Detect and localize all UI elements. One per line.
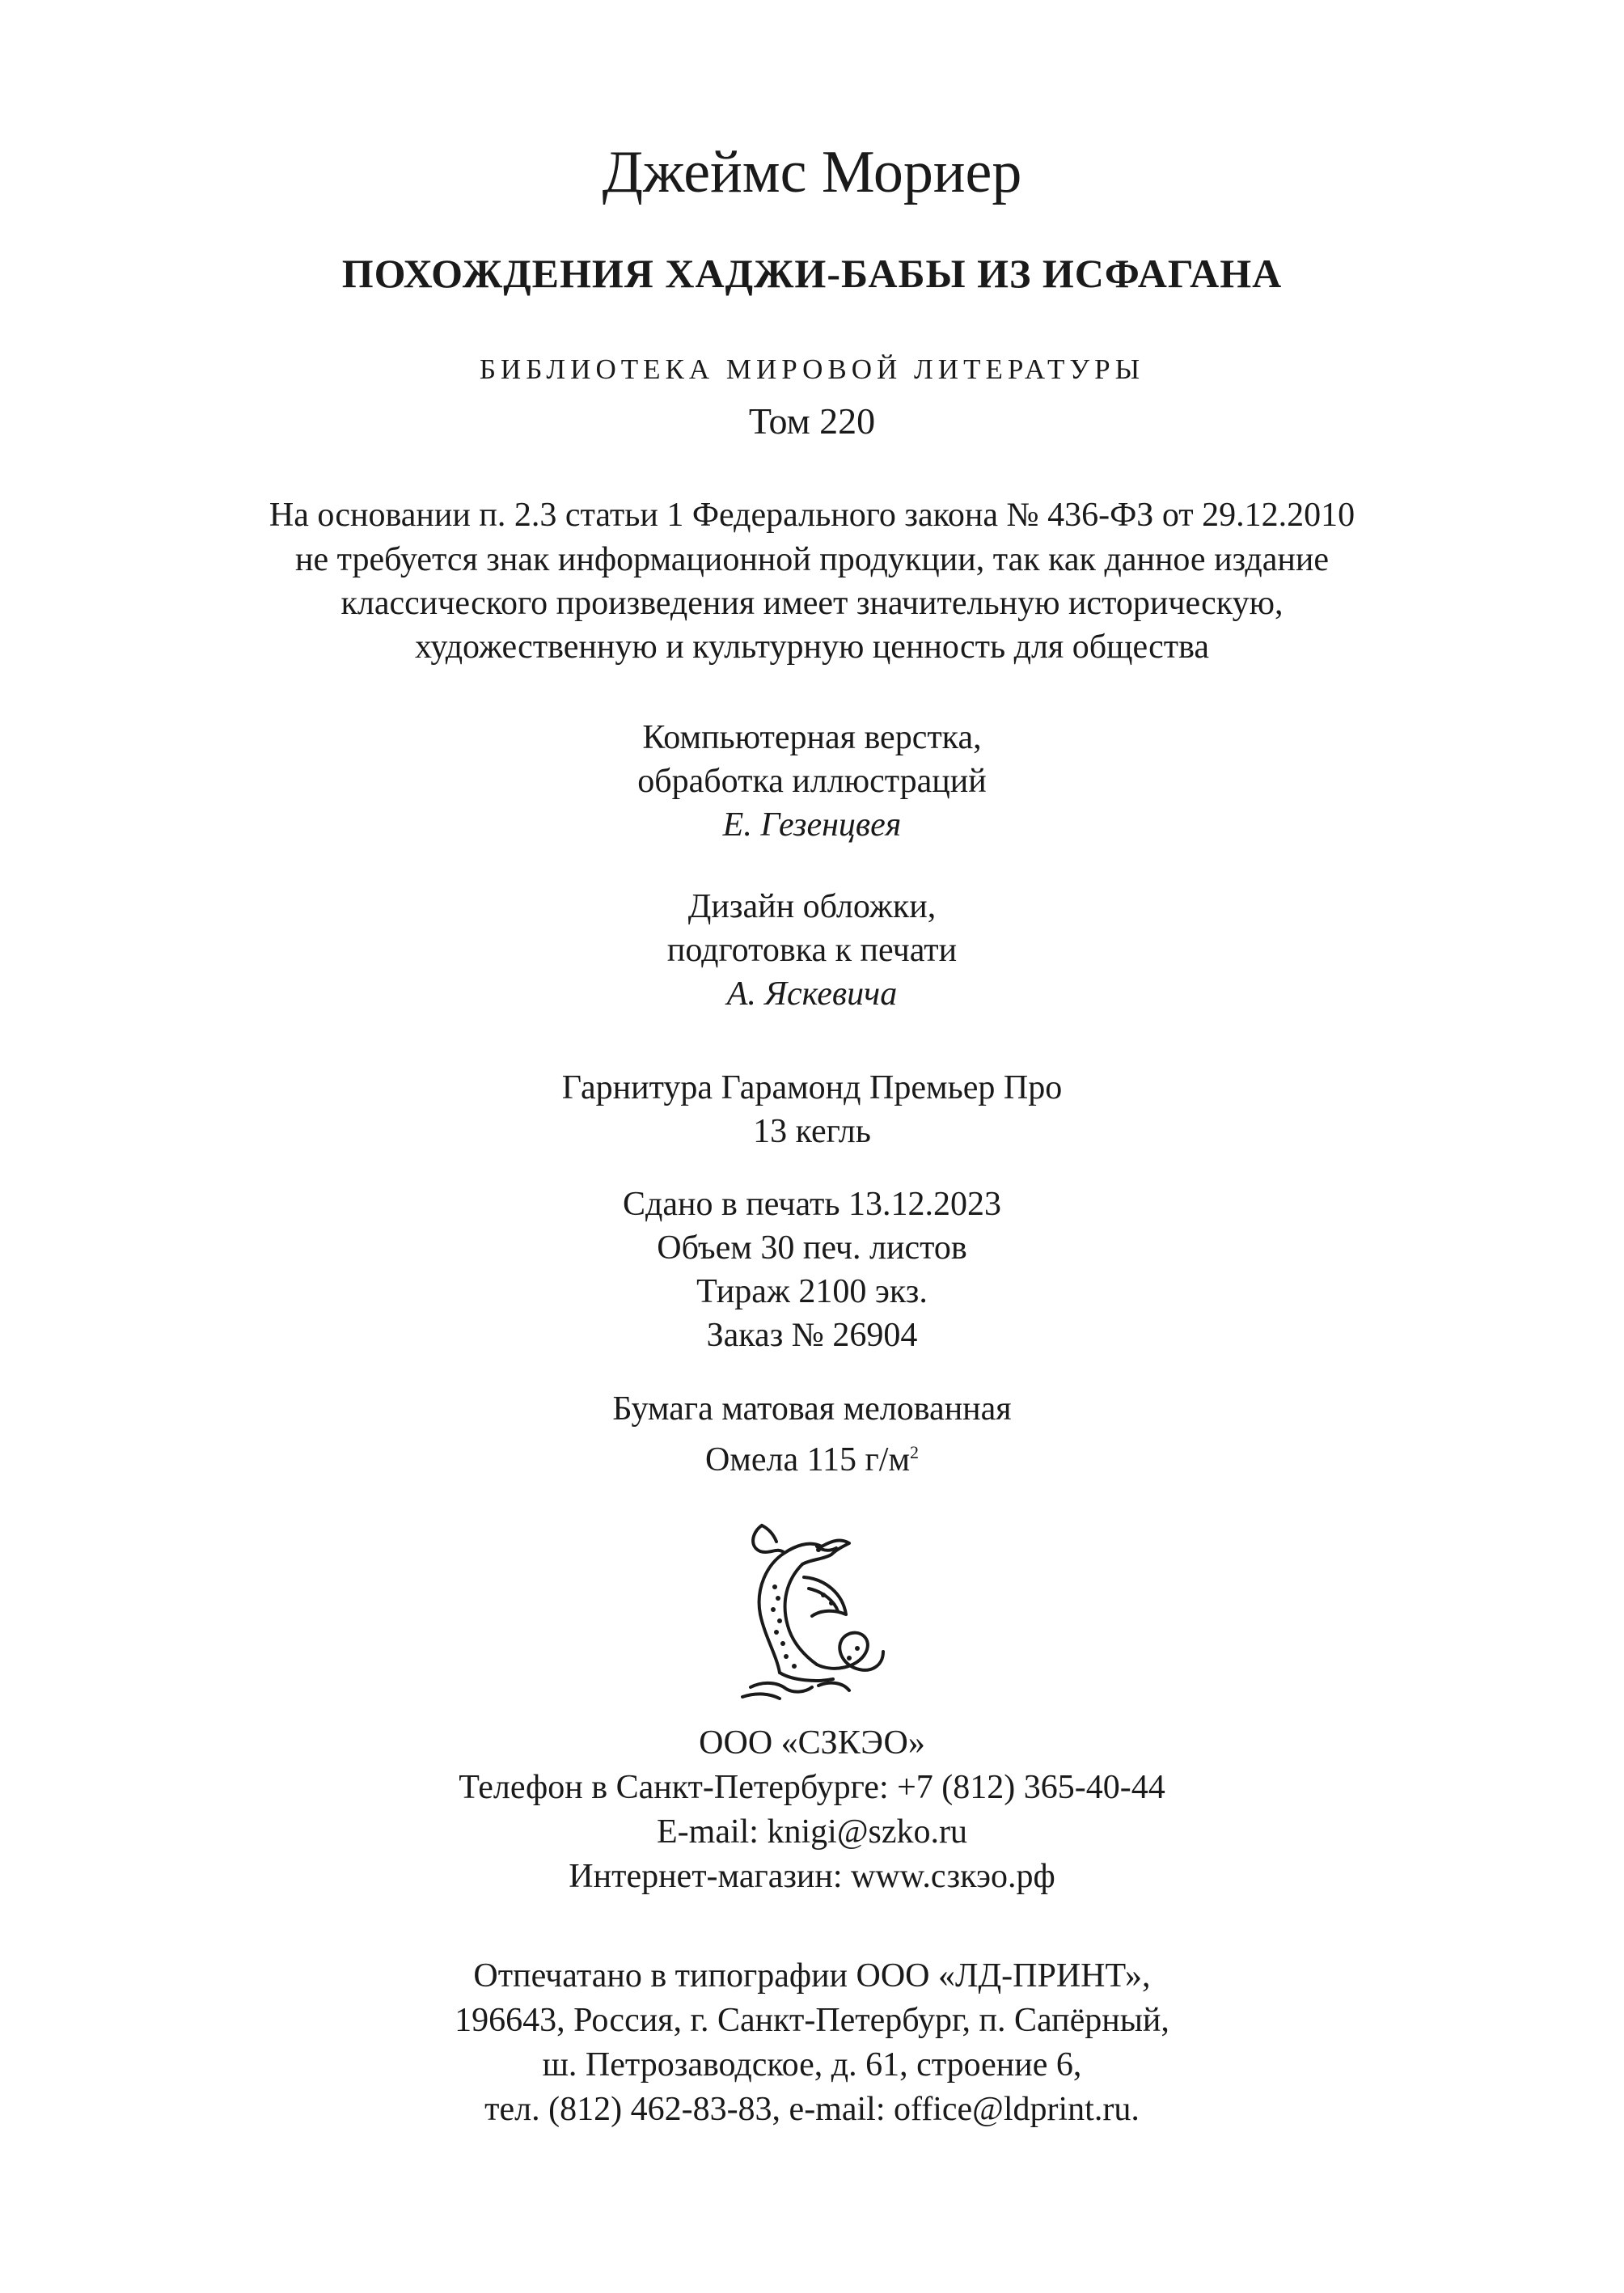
printer-line-4: тел. (812) 462-83-83, e-mail: office@ldprint.ru. (484, 2091, 1140, 2128)
cover-credit-line-2: подготовка к печати (666, 932, 958, 969)
paper-type: Бумага матовая мелованная (612, 1390, 1012, 1428)
publisher-name: ООО «СЗКЭО» (699, 1724, 925, 1762)
print-date: Сдано в печать 13.12.2023 (622, 1186, 1002, 1223)
layout-credit-name: Е. Гезенцвея (722, 806, 902, 844)
cover-credit-line-1: Дизайн обложки, (687, 888, 937, 925)
volume-number: Том 220 (748, 400, 876, 442)
legal-notice-line-3: классического произведения имеет значительную историческую, (340, 585, 1284, 622)
book-title: ПОХОЖДЕНИЯ ХАДЖИ-БАБЫ ИЗ ИСФАГАНА (341, 251, 1283, 296)
printer-line-1: Отпечатано в типографии ООО «ЛД-ПРИНТ», (473, 1957, 1151, 1995)
printer-line-2: 196643, Россия, г. Санкт-Петербург, п. Сапёрный, (455, 2002, 1169, 2039)
printer-line-3: ш. Петрозаводское, д. 61, строение 6, (542, 2046, 1082, 2084)
typeface-line: Гарнитура Гарамонд Премьер Про (561, 1069, 1063, 1106)
paper-weight-text: Омела 115 г/м (704, 1441, 911, 1479)
legal-notice-line-4: художественную и культурную ценность для общества (414, 628, 1210, 666)
layout-credit-line-2: обработка иллюстраций (637, 763, 987, 800)
author-name: Джеймс Мориер (602, 139, 1022, 205)
publisher-phone: Телефон в Санкт-Петербурге: +7 (812) 365-40-44 (459, 1769, 1165, 1806)
series-name: БИБЛИОТЕКА МИРОВОЙ ЛИТЕРАТУРЫ (479, 353, 1145, 385)
layout-credit-line-1: Компьютерная верстка, (642, 719, 982, 756)
publisher-email: E-mail: knigi@szko.ru (657, 1813, 967, 1851)
print-run: Тираж 2100 экз. (696, 1273, 928, 1310)
publisher-store: Интернет-магазин: www.сзкэо.рф (569, 1858, 1055, 1895)
dragon-emblem-icon (728, 1514, 898, 1708)
cover-credit-name: А. Яскевича (726, 975, 898, 1013)
print-volume: Объем 30 печ. листов (657, 1229, 967, 1267)
legal-notice-line-1: На основании п. 2.3 статьи 1 Федерального закона № 436-ФЗ от 29.12.2010 (269, 497, 1355, 534)
paper-weight-superscript: 2 (910, 1442, 920, 1462)
paper-weight (0, 1431, 1624, 1482)
font-size-line: 13 кегль (753, 1113, 871, 1150)
legal-notice-line-2: не требуется знак информационной продукции, так как данное издание (294, 541, 1329, 578)
order-number: Заказ № 26904 (706, 1317, 918, 1354)
